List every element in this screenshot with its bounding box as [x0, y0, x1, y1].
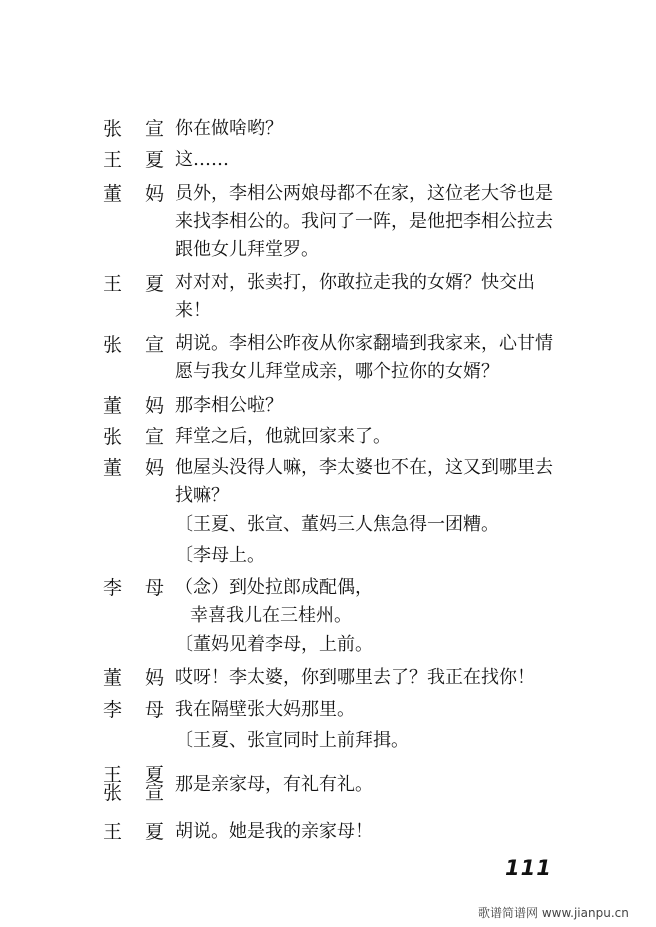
stage-direction: 〔王夏、张宣、董妈三人焦急得一团糟。 — [175, 514, 499, 535]
stage-direction: 〔王夏、张宣同时上前拜揖。 — [175, 730, 409, 751]
dialogue-line: 那是亲家母，有礼有礼。 — [175, 774, 373, 795]
speaker-name: 王夏 — [103, 821, 188, 843]
dialogue-line: 胡说。她是我的亲家母！ — [175, 821, 373, 842]
verse-line: （念）到处拉郎成配偶， — [175, 577, 373, 598]
dialogue-line: 找嘛？ — [175, 485, 229, 506]
dialogue-line: 这…… — [175, 149, 229, 170]
speaker-name: 李母 — [103, 699, 188, 721]
dialogue-line: 我在隔壁张大妈那里。 — [175, 699, 355, 720]
stage-direction: 〔董妈见着李母，上前。 — [175, 634, 373, 655]
dialogue-line: 你在做啥哟？ — [175, 118, 283, 139]
speaker-name: 王夏 — [103, 149, 188, 171]
watermark: 歌谱简谱网 www.jianpu.cn — [478, 906, 629, 920]
speaker-name: 张宣 — [103, 334, 188, 356]
dialogue-line: 愿与我女儿拜堂成亲，哪个拉你的女婿？ — [175, 361, 499, 382]
speaker-name-bottom: 张宣 — [103, 782, 188, 804]
speaker-name: 董妈 — [103, 667, 188, 689]
dialogue-line: 胡说。李相公昨夜从你家翻墙到我家来，心甘情 — [175, 333, 553, 354]
dialogue-line: 哎呀！李太婆，你到哪里去了？我正在找你！ — [175, 667, 535, 688]
speaker-name: 董妈 — [103, 395, 188, 417]
speaker-name: 李母 — [103, 577, 188, 599]
dialogue-line: 那李相公啦？ — [175, 395, 283, 416]
stage-direction: 〔李母上。 — [175, 545, 265, 566]
speaker-name: 王夏 — [103, 273, 188, 295]
dialogue-line: 员外，李相公两娘母都不在家，这位老大爷也是 — [175, 183, 553, 204]
speaker-name: 董妈 — [103, 457, 188, 479]
dialogue-line: 来找李相公的。我问了一阵，是他把李相公拉去 — [175, 211, 553, 232]
dialogue-line: 跟他女儿拜堂罗。 — [175, 239, 319, 260]
speaker-name: 张宣 — [103, 118, 188, 140]
verse-line: 幸喜我儿在三桂州。 — [190, 605, 352, 626]
dialogue-line: 他屋头没得人嘛，李太婆也不在，这又到哪里去 — [175, 457, 553, 478]
speaker-name: 董妈 — [103, 183, 188, 205]
speaker-name-top: 王夏 — [103, 764, 188, 786]
dialogue-line: 拜堂之后，他就回家来了。 — [175, 426, 391, 447]
speaker-name: 张宣 — [103, 426, 188, 448]
dialogue-line: 来！ — [175, 300, 211, 321]
dialogue-line: 对对对，张卖打，你敢拉走我的女婿？快交出 — [175, 272, 535, 293]
page-number: 111 — [505, 856, 552, 880]
